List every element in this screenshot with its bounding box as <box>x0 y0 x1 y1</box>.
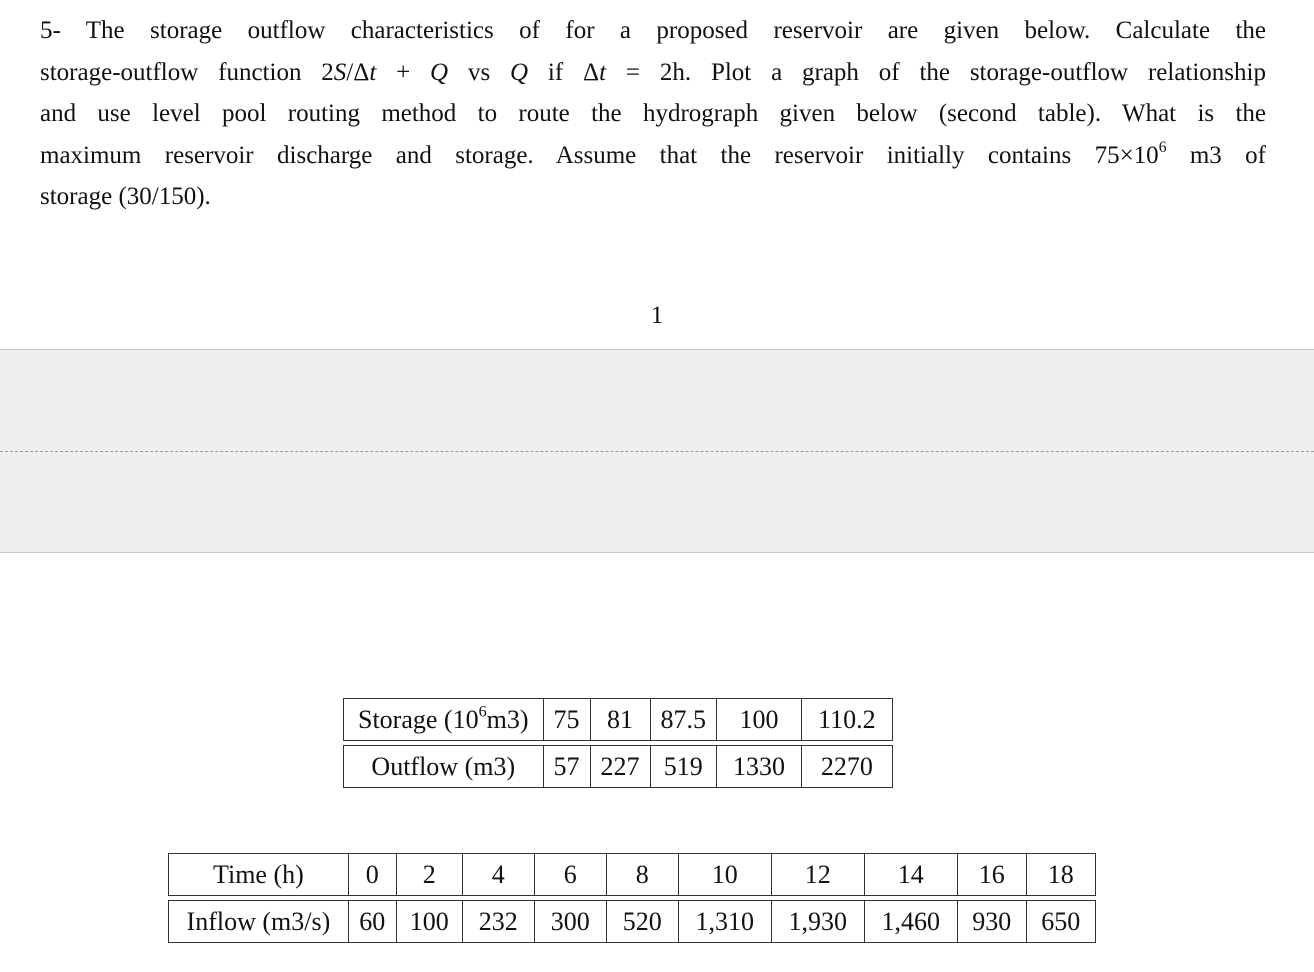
page-break <box>0 349 1314 553</box>
table-cell: 6 <box>534 853 606 896</box>
table-cell: 100 <box>396 900 462 943</box>
storage-outflow-table <box>343 694 893 792</box>
outflow-row-label: Outflow (m3) <box>343 745 543 788</box>
problem-statement <box>40 10 1266 218</box>
table-cell: 0 <box>348 853 396 896</box>
table-cell: 12 <box>771 853 864 896</box>
table-cell: 14 <box>864 853 957 896</box>
table-cell: 10 <box>678 853 771 896</box>
problem-line-3: and use level pool routing method to route the hydrograph given below (second table). What is the <box>40 100 1266 128</box>
table-row <box>168 853 1096 896</box>
table-cell: 1,930 <box>771 900 864 943</box>
storage-row-label: Storage $(10^6m3)$ <box>343 698 543 741</box>
table-cell: 2270 <box>801 745 893 788</box>
problem-line-2: storage-outflow function 2S/Δt + Q vs Q if Δt = 2h. Plot a graph of the storage-outflow relationship <box>40 58 1266 86</box>
table-cell: 519 <box>650 745 717 788</box>
table-cell: 87.5 <box>650 698 717 741</box>
problem-line-5: storage (30/150). <box>40 183 211 211</box>
table-cell: 75 <box>543 698 590 741</box>
table-cell: 520 <box>606 900 678 943</box>
time-row-label: Time (h) <box>168 853 348 896</box>
problem-line-4: maximum reservoir discharge and storage. Assume that the reservoir initially contains $75\times 10^6$ m3 of <box>40 138 1266 169</box>
table-row <box>343 745 893 788</box>
table-cell: 1330 <box>716 745 801 788</box>
table-cell: 8 <box>606 853 678 896</box>
table-cell: 81 <box>590 698 650 741</box>
table-cell: 650 <box>1026 900 1096 943</box>
table-cell: 300 <box>534 900 606 943</box>
table-cell: 60 <box>348 900 396 943</box>
page-number: 1 <box>650 302 664 329</box>
table-row <box>343 698 893 741</box>
inflow-row-label: Inflow (m3/s) <box>168 900 348 943</box>
table-cell: 18 <box>1026 853 1096 896</box>
table-cell: 227 <box>590 745 650 788</box>
table-cell: 1,460 <box>864 900 957 943</box>
table-cell: 930 <box>957 900 1026 943</box>
page-break-divider <box>0 451 1314 452</box>
table-cell: 16 <box>957 853 1026 896</box>
table-row <box>168 900 1096 943</box>
table-cell: 100 <box>716 698 801 741</box>
table-cell: 110.2 <box>801 698 893 741</box>
table-cell: 1,310 <box>678 900 771 943</box>
table-cell: 2 <box>396 853 462 896</box>
inflow-hydrograph-table <box>168 849 1096 947</box>
table-cell: 4 <box>462 853 534 896</box>
table-cell: 57 <box>543 745 590 788</box>
problem-line-1: 5- The storage outflow characteristics of for a proposed reservoir are given below. Calculate the <box>40 17 1266 44</box>
table-cell: 232 <box>462 900 534 943</box>
